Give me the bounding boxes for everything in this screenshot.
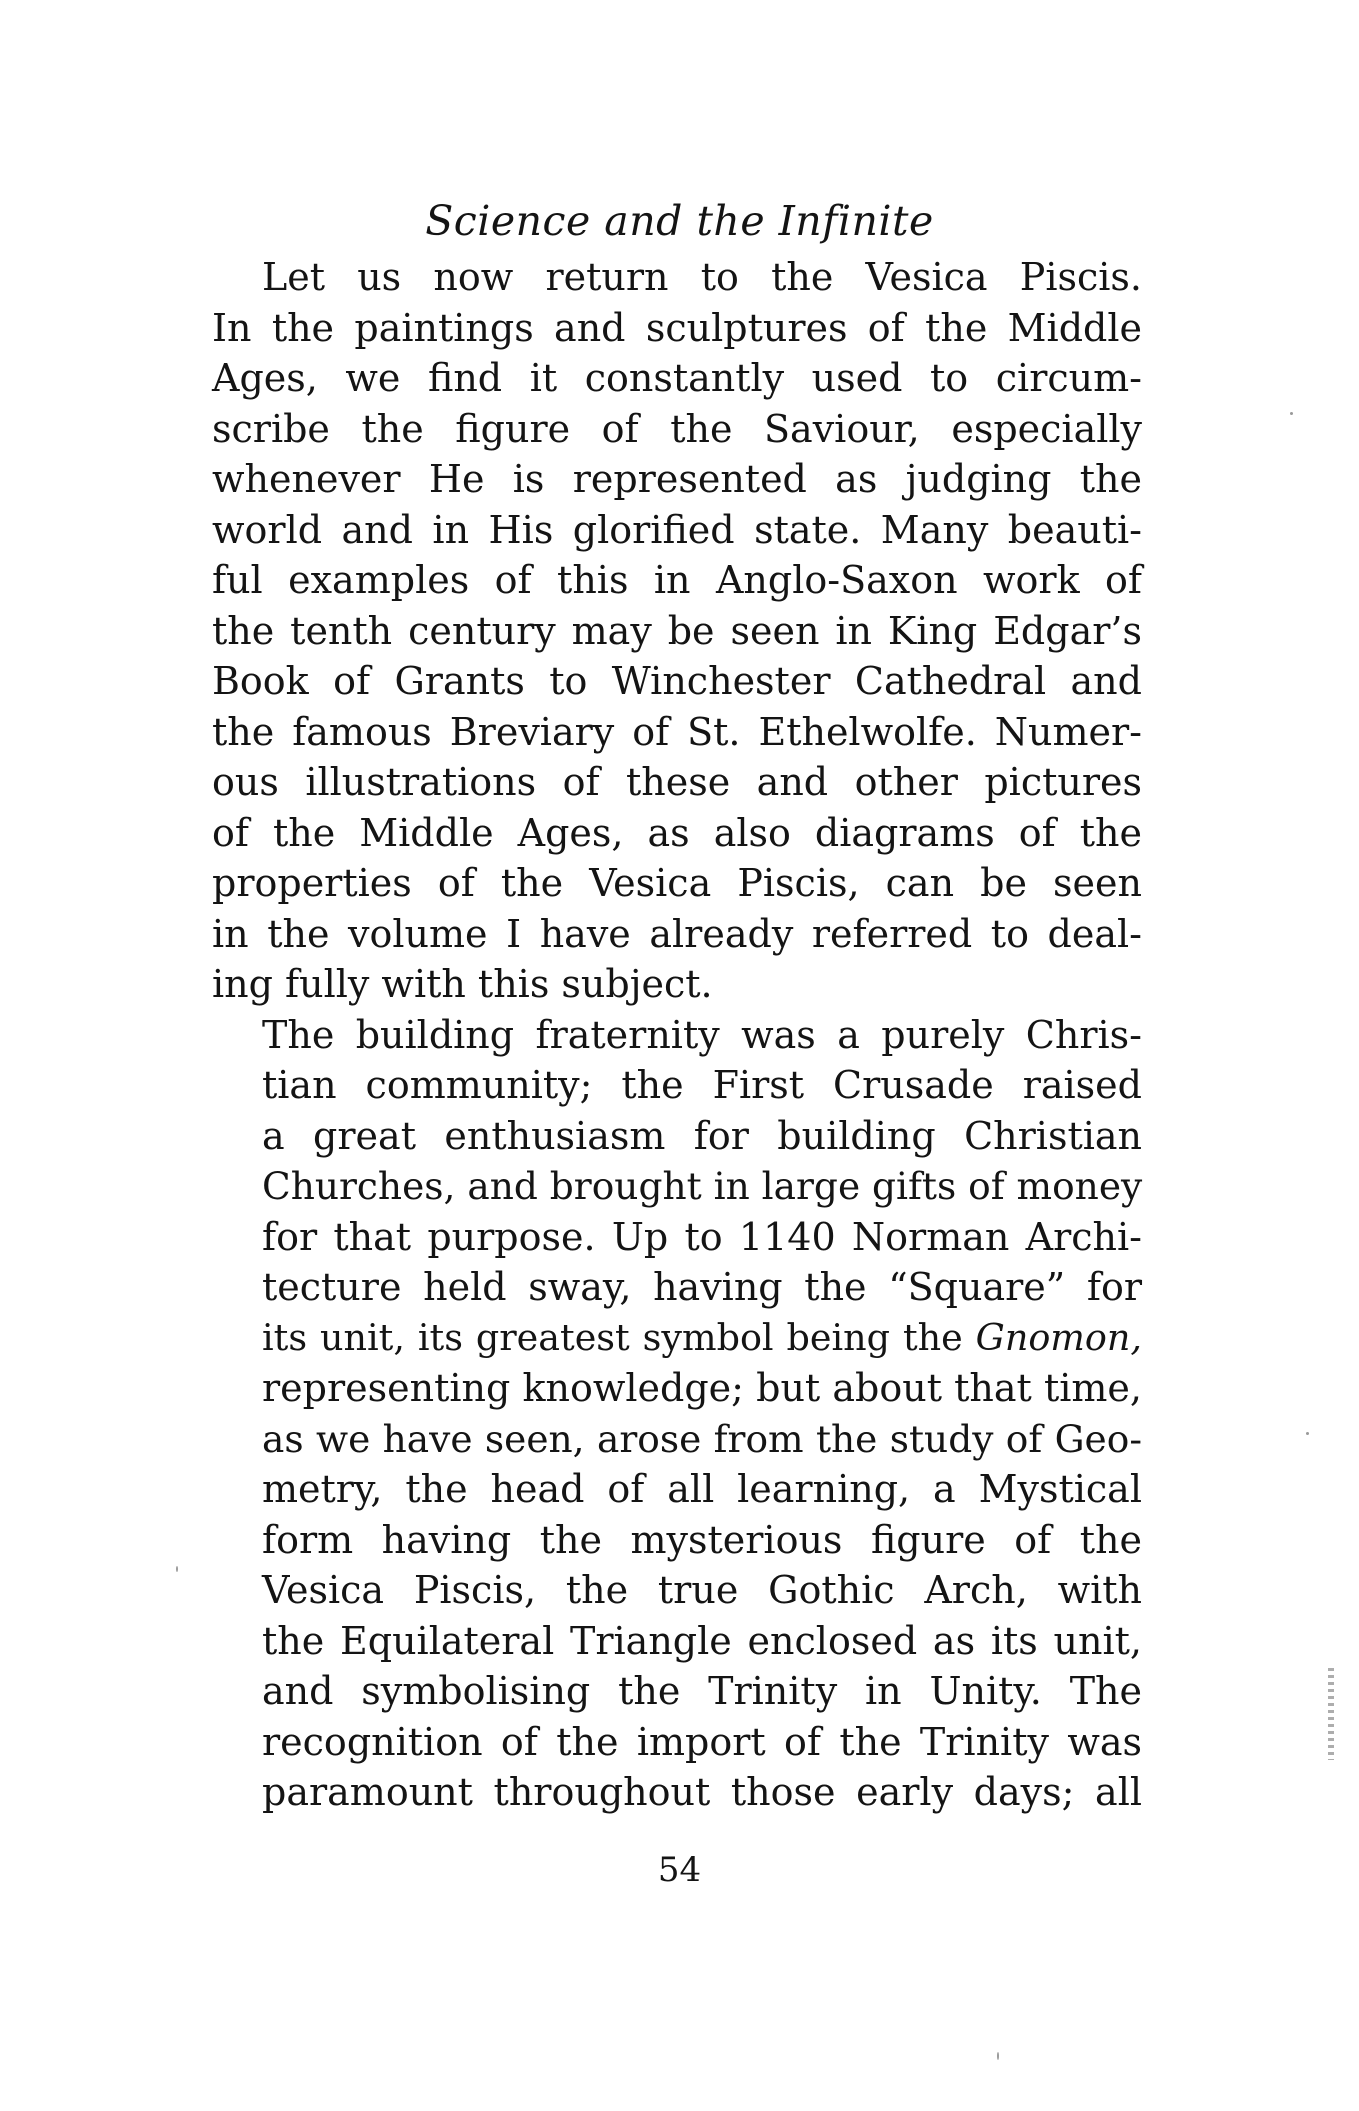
- paragraph-building-fraternity: [212, 1010, 1142, 1818]
- text-line: Churches, and brought in large gifts of money: [262, 1164, 1143, 1208]
- text-line: form having the mysterious figure of the: [262, 1517, 1142, 1562]
- text-line-with-italic: [212, 1313, 1142, 1364]
- running-head: Science and the Infinite: [425, 197, 934, 245]
- text-line: ing fully with this subject.: [212, 962, 713, 1006]
- text-line: tian community; the First Crusade raised: [262, 1063, 1142, 1107]
- text-line: as we have seen, arose from the study of Geo-: [262, 1416, 1142, 1461]
- text-segment: its unit, its greatest symbol being the: [262, 1315, 976, 1359]
- italic-term-gnomon: Gnomon,: [975, 1315, 1142, 1359]
- text-line: In the paintings and sculptures of the Middle: [212, 305, 1142, 350]
- text-line: whenever He is represented as judging the: [212, 457, 1142, 501]
- text-line: paramount throughout those early days; all: [262, 1770, 1142, 1814]
- text-line: recognition of the import of the Trinity was: [262, 1719, 1142, 1764]
- text-line: for that purpose. Up to 1140 Norman Archi-: [262, 1214, 1142, 1259]
- paper-speck: [997, 2052, 999, 2060]
- page-number: 54: [657, 1850, 702, 1890]
- text-line: the famous Breviary of St. Ethelwolfe. Numer-: [212, 709, 1142, 754]
- text-line: tecture held sway, having the “Square” for: [262, 1265, 1142, 1309]
- paragraph-vesica-piscis: [212, 252, 1142, 1010]
- paper-speck: [1306, 1432, 1309, 1435]
- text-line: a great enthusiasm for building Christian: [262, 1113, 1142, 1158]
- text-line: ful examples of this in Anglo-Saxon work of: [212, 558, 1142, 602]
- text-line: representing knowledge; but about that time,: [262, 1366, 1142, 1410]
- text-line: scribe the figure of the Saviour, especially: [212, 406, 1142, 451]
- text-line: world and in His glorified state. Many beauti-: [212, 507, 1142, 552]
- text-line: Book of Grants to Winchester Cathedral and: [212, 659, 1142, 703]
- text-line: ous illustrations of these and other pictures: [212, 760, 1142, 804]
- text-line: metry, the head of all learning, a Mystical: [262, 1467, 1142, 1511]
- paper-speck: [1290, 412, 1293, 415]
- text-line: the tenth century may be seen in King Edgar’s: [212, 608, 1142, 653]
- text-line: Let us now return to the Vesica Piscis.: [262, 255, 1142, 299]
- text-line: Ages, we find it constantly used to circum-: [212, 356, 1142, 400]
- text-line: of the Middle Ages, as also diagrams of the: [212, 810, 1142, 855]
- text-line: The building fraternity was a purely Chris-: [262, 1012, 1142, 1057]
- text-line: properties of the Vesica Piscis, can be seen: [212, 861, 1142, 905]
- text-line: and symbolising the Trinity in Unity. The: [262, 1669, 1142, 1713]
- paper-speck: [176, 1566, 178, 1572]
- margin-scan-mark: [1328, 1668, 1334, 1760]
- body-text: [212, 252, 1142, 1818]
- text-line: Vesica Piscis, the true Gothic Arch, with: [262, 1568, 1142, 1612]
- text-line: the Equilateral Triangle enclosed as its unit,: [262, 1618, 1142, 1663]
- text-line: in the volume I have already referred to deal-: [212, 911, 1142, 956]
